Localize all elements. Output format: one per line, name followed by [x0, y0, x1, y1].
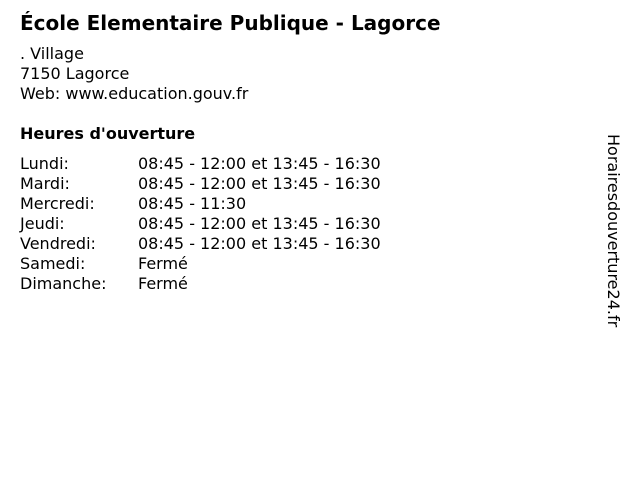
- day-label: Samedi:: [20, 254, 86, 273]
- day-label: Vendredi:: [20, 234, 96, 253]
- opening-hours-table: [20, 154, 381, 294]
- day-label: Mercredi:: [20, 194, 95, 213]
- time-value: 08:45 - 12:00 et 13:45 - 16:30: [138, 154, 381, 173]
- address-city: 7150 Lagorce: [20, 64, 130, 83]
- hours-row-friday: [20, 234, 381, 254]
- time-value: 08:45 - 12:00 et 13:45 - 16:30: [138, 174, 381, 193]
- time-value: 08:45 - 12:00 et 13:45 - 16:30: [138, 234, 381, 253]
- hours-heading: Heures d'ouverture: [20, 124, 196, 143]
- time-value: Fermé: [138, 274, 188, 293]
- time-value: Fermé: [138, 254, 188, 273]
- website: Web: www.education.gouv.fr: [20, 84, 249, 103]
- hours-row-thursday: [20, 214, 381, 234]
- address-block: [20, 44, 248, 104]
- site-watermark: Horairesdouverture24.fr: [604, 134, 623, 328]
- time-value: 08:45 - 11:30: [138, 194, 247, 213]
- hours-row-wednesday: [20, 194, 381, 214]
- page-title: École Elementaire Publique - Lagorce: [20, 11, 441, 35]
- hours-row-monday: [20, 154, 381, 174]
- day-label: Mardi:: [20, 174, 70, 193]
- day-label: Dimanche:: [20, 274, 107, 293]
- hours-row-sunday: [20, 274, 381, 294]
- day-label: Lundi:: [20, 154, 69, 173]
- day-label: Jeudi:: [20, 214, 65, 233]
- address-street: . Village: [20, 44, 84, 63]
- time-value: 08:45 - 12:00 et 13:45 - 16:30: [138, 214, 381, 233]
- hours-row-saturday: [20, 254, 381, 274]
- hours-row-tuesday: [20, 174, 381, 194]
